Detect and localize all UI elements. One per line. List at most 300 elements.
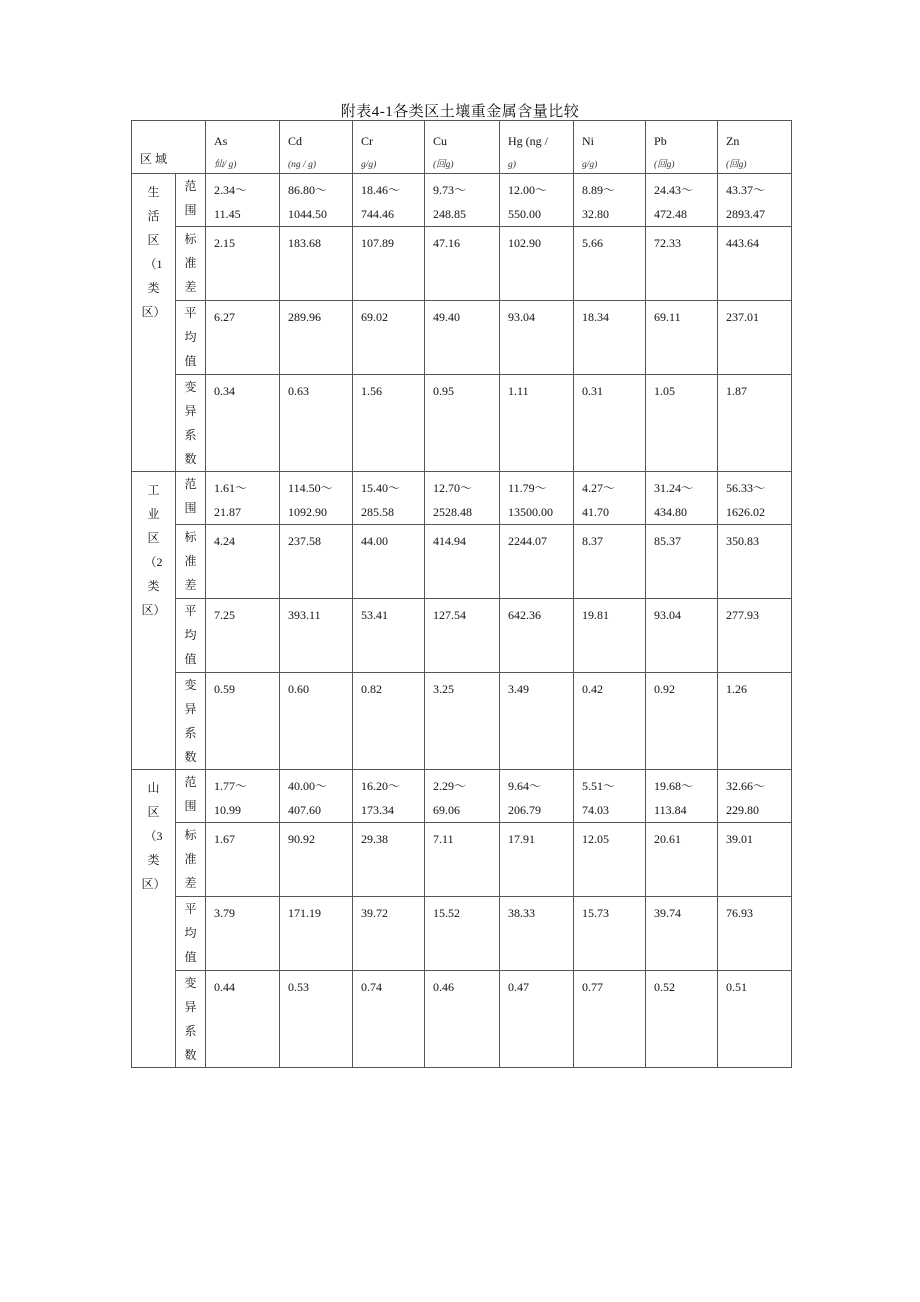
value-cell — [425, 673, 500, 770]
value-cell — [280, 770, 353, 823]
value-cell — [646, 971, 718, 1068]
cell-value: 0.92 — [654, 682, 676, 696]
range-part: 2528.48 — [433, 505, 473, 519]
value-cell — [574, 971, 646, 1068]
header-row — [132, 121, 792, 174]
stat-label-char: 值 — [184, 950, 197, 964]
value-cell — [646, 472, 718, 525]
zone-label-line: （3 — [144, 829, 163, 843]
value-cell — [646, 823, 718, 897]
range-part: 1092.90 — [288, 505, 328, 519]
cell-value: 3.49 — [508, 682, 530, 696]
value-cell — [280, 375, 353, 472]
element-unit: (回g) — [654, 160, 675, 170]
zone-label-line: 类 — [147, 853, 160, 867]
range-part: 12.00〜 — [508, 183, 548, 197]
range-part: 9.73〜 — [433, 183, 467, 197]
element-unit: g) — [508, 160, 516, 170]
cell-value: 72.33 — [654, 236, 682, 250]
element-header-cell — [646, 121, 718, 174]
value-cell — [646, 770, 718, 823]
value-cell — [574, 375, 646, 472]
value-cell — [500, 174, 574, 227]
element-name: Ni — [582, 134, 595, 148]
cell-value: 0.44 — [214, 980, 236, 994]
stat-label-cell — [176, 770, 206, 823]
value-cell — [280, 823, 353, 897]
value-cell — [280, 174, 353, 227]
stat-label-char: 范 — [184, 775, 197, 789]
value-cell — [646, 301, 718, 375]
value-cell — [425, 823, 500, 897]
cell-value: 53.41 — [361, 608, 389, 622]
stat-label-char: 准 — [184, 852, 197, 866]
cell-value: 0.77 — [582, 980, 604, 994]
cell-value: 7.11 — [433, 832, 454, 846]
value-cell — [206, 301, 280, 375]
zone-label-line: 区 — [147, 805, 160, 819]
cell-value: 102.90 — [508, 236, 542, 250]
range-part: 11.45 — [214, 207, 241, 221]
zone-label-line: 区 — [147, 531, 160, 545]
value-cell — [353, 525, 425, 599]
table-row — [132, 897, 792, 971]
stat-label-char: 标 — [184, 232, 197, 246]
cell-value: 85.37 — [654, 534, 682, 548]
value-cell — [574, 227, 646, 301]
value-cell — [353, 174, 425, 227]
region-label: 区 域 — [140, 152, 168, 166]
stat-label-char: 均 — [184, 926, 197, 940]
range-part: 434.80 — [654, 505, 688, 519]
stat-label-char: 变 — [184, 678, 197, 692]
value-cell — [574, 770, 646, 823]
element-header-cell — [353, 121, 425, 174]
stat-label-char: 变 — [184, 380, 197, 394]
stat-label-char: 准 — [184, 256, 197, 270]
stat-label-char: 数 — [184, 750, 197, 764]
value-cell — [718, 673, 792, 770]
range-part: 56.33〜 — [726, 481, 766, 495]
range-part: 550.00 — [508, 207, 542, 221]
stat-label-char: 均 — [184, 628, 197, 642]
value-cell — [353, 599, 425, 673]
value-cell — [646, 174, 718, 227]
stat-label-char: 变 — [184, 976, 197, 990]
zone-label-line: 区） — [141, 305, 166, 319]
stat-label-char: 数 — [184, 1048, 197, 1062]
cell-value: 1.26 — [726, 682, 748, 696]
value-cell — [425, 174, 500, 227]
value-cell — [425, 599, 500, 673]
value-cell — [718, 301, 792, 375]
value-cell — [280, 301, 353, 375]
element-name: As — [214, 134, 228, 148]
range-part: 472.48 — [654, 207, 688, 221]
element-header-cell — [280, 121, 353, 174]
cell-value: 0.46 — [433, 980, 455, 994]
range-part: 173.34 — [361, 803, 395, 817]
value-cell — [574, 472, 646, 525]
range-part: 41.70 — [582, 505, 610, 519]
zone-label-line: 类 — [147, 579, 160, 593]
stat-label-cell — [176, 227, 206, 301]
value-cell — [206, 897, 280, 971]
value-cell — [280, 227, 353, 301]
range-part: 32.66〜 — [726, 779, 766, 793]
table-row — [132, 472, 792, 525]
value-cell — [425, 525, 500, 599]
range-part: 8.89〜 — [582, 183, 616, 197]
zone-label-line: 活 — [147, 209, 160, 223]
cell-value: 39.72 — [361, 906, 389, 920]
value-cell — [206, 971, 280, 1068]
cell-value: 76.93 — [726, 906, 754, 920]
element-name: Cu — [433, 134, 448, 148]
element-header-cell — [500, 121, 574, 174]
cell-value: 393.11 — [288, 608, 321, 622]
element-unit: g/g) — [582, 160, 598, 170]
value-cell — [718, 472, 792, 525]
range-part: 4.27〜 — [582, 481, 616, 495]
stat-label-char: 标 — [184, 828, 197, 842]
zone-label-line: 业 — [147, 507, 160, 521]
value-cell — [425, 227, 500, 301]
cell-value: 93.04 — [654, 608, 682, 622]
cell-value: 289.96 — [288, 310, 322, 324]
value-cell — [353, 971, 425, 1068]
cell-value: 237.01 — [726, 310, 760, 324]
stat-label-char: 差 — [184, 578, 197, 592]
range-part: 86.80〜 — [288, 183, 328, 197]
cell-value: 0.59 — [214, 682, 236, 696]
stat-label-char: 系 — [184, 428, 197, 442]
cell-value: 642.36 — [508, 608, 542, 622]
range-part: 40.00〜 — [288, 779, 328, 793]
range-part: 1626.02 — [726, 505, 766, 519]
stat-label-char: 差 — [184, 280, 197, 294]
cell-value: 69.11 — [654, 310, 681, 324]
table-row — [132, 375, 792, 472]
cell-value: 350.83 — [726, 534, 760, 548]
zone-label-line: 区） — [141, 603, 166, 617]
stat-label-char: 围 — [184, 203, 197, 217]
value-cell — [500, 599, 574, 673]
heavy-metal-table — [131, 120, 792, 1068]
value-cell — [574, 897, 646, 971]
cell-value: 7.25 — [214, 608, 236, 622]
cell-value: 2.15 — [214, 236, 236, 250]
cell-value: 90.92 — [288, 832, 316, 846]
cell-value: 3.79 — [214, 906, 236, 920]
value-cell — [206, 823, 280, 897]
range-part: 2.29〜 — [433, 779, 467, 793]
range-part: 9.64〜 — [508, 779, 542, 793]
cell-value: 39.74 — [654, 906, 682, 920]
range-part: 31.24〜 — [654, 481, 694, 495]
cell-value: 3.25 — [433, 682, 455, 696]
value-cell — [425, 375, 500, 472]
value-cell — [718, 599, 792, 673]
stat-label-char: 准 — [184, 554, 197, 568]
value-cell — [500, 472, 574, 525]
stat-label-cell — [176, 971, 206, 1068]
table-row — [132, 525, 792, 599]
value-cell — [280, 897, 353, 971]
range-part: 32.80 — [582, 207, 610, 221]
stat-label-cell — [176, 599, 206, 673]
value-cell — [646, 599, 718, 673]
range-part: 15.40〜 — [361, 481, 401, 495]
cell-value: 93.04 — [508, 310, 536, 324]
cell-value: 1.11 — [508, 384, 529, 398]
value-cell — [718, 375, 792, 472]
value-cell — [500, 673, 574, 770]
stat-label-char: 异 — [184, 1000, 197, 1014]
value-cell — [718, 770, 792, 823]
range-part: 21.87 — [214, 505, 242, 519]
cell-value: 443.64 — [726, 236, 760, 250]
table-title: 附表4-1各类区土壤重金属含量比较 — [340, 104, 580, 120]
cell-value: 0.95 — [433, 384, 455, 398]
range-part: 2893.47 — [726, 207, 766, 221]
stat-label-char: 值 — [184, 354, 197, 368]
range-part: 19.68〜 — [654, 779, 694, 793]
cell-value: 5.66 — [582, 236, 604, 250]
value-cell — [206, 525, 280, 599]
element-name: Pb — [654, 134, 667, 148]
range-part: 12.70〜 — [433, 481, 473, 495]
range-part: 206.79 — [508, 803, 542, 817]
cell-value: 6.27 — [214, 310, 236, 324]
table-row — [132, 301, 792, 375]
range-part: 5.51〜 — [582, 779, 616, 793]
cell-value: 0.47 — [508, 980, 530, 994]
cell-value: 39.01 — [726, 832, 754, 846]
cell-value: 0.31 — [582, 384, 604, 398]
value-cell — [500, 897, 574, 971]
stat-label-char: 平 — [184, 306, 197, 320]
cell-value: 0.53 — [288, 980, 310, 994]
table-row — [132, 971, 792, 1068]
range-part: 18.46〜 — [361, 183, 401, 197]
cell-value: 277.93 — [726, 608, 760, 622]
value-cell — [353, 673, 425, 770]
value-cell — [280, 599, 353, 673]
zone-label-line: 生 — [147, 185, 160, 199]
element-unit: g/g) — [361, 160, 377, 170]
range-part: 69.06 — [433, 803, 461, 817]
value-cell — [574, 174, 646, 227]
value-cell — [500, 227, 574, 301]
value-cell — [353, 823, 425, 897]
range-part: 43.37〜 — [726, 183, 766, 197]
cell-value: 237.58 — [288, 534, 322, 548]
value-cell — [206, 770, 280, 823]
element-header-cell — [718, 121, 792, 174]
table-row — [132, 770, 792, 823]
cell-value: 44.00 — [361, 534, 389, 548]
value-cell — [280, 673, 353, 770]
value-cell — [206, 472, 280, 525]
cell-value: 38.33 — [508, 906, 536, 920]
element-header-cell — [425, 121, 500, 174]
value-cell — [500, 301, 574, 375]
cell-value: 0.60 — [288, 682, 310, 696]
zone-label-cell — [132, 174, 176, 472]
cell-value: 183.68 — [288, 236, 322, 250]
value-cell — [500, 525, 574, 599]
cell-value: 15.73 — [582, 906, 610, 920]
value-cell — [280, 971, 353, 1068]
value-cell — [574, 525, 646, 599]
stat-label-char: 范 — [184, 179, 197, 193]
value-cell — [718, 897, 792, 971]
value-cell — [206, 673, 280, 770]
range-part: 744.46 — [361, 207, 395, 221]
cell-value: 0.34 — [214, 384, 236, 398]
element-name: Cd — [288, 134, 303, 148]
range-part: 11.79〜 — [508, 481, 547, 495]
value-cell — [353, 897, 425, 971]
value-cell — [353, 770, 425, 823]
element-name: Cr — [361, 134, 374, 148]
zone-label-line: （1 — [144, 257, 163, 271]
cell-value: 0.63 — [288, 384, 310, 398]
range-part: 13500.00 — [508, 505, 554, 519]
cell-value: 171.19 — [288, 906, 322, 920]
stat-label-char: 标 — [184, 530, 197, 544]
zone-label-line: 工 — [147, 483, 160, 497]
cell-value: 8.37 — [582, 534, 604, 548]
cell-value: 0.74 — [361, 980, 383, 994]
stat-label-char: 平 — [184, 902, 197, 916]
value-cell — [718, 227, 792, 301]
zone-label-line: 类 — [147, 281, 160, 295]
stat-label-char: 值 — [184, 652, 197, 666]
range-part: 74.03 — [582, 803, 610, 817]
range-part: 113.84 — [654, 803, 687, 817]
cell-value: 2244.07 — [508, 534, 548, 548]
stat-label-char: 围 — [184, 799, 197, 813]
element-name: Hg (ng / — [508, 134, 549, 148]
cell-value: 1.05 — [654, 384, 676, 398]
value-cell — [353, 227, 425, 301]
value-cell — [206, 174, 280, 227]
table-row — [132, 174, 792, 227]
value-cell — [574, 823, 646, 897]
stat-label-cell — [176, 375, 206, 472]
value-cell — [646, 375, 718, 472]
region-header-cell — [132, 121, 206, 174]
stat-label-cell — [176, 301, 206, 375]
cell-value: 4.24 — [214, 534, 236, 548]
value-cell — [574, 673, 646, 770]
range-part: 16.20〜 — [361, 779, 401, 793]
value-cell — [425, 971, 500, 1068]
zone-label-line: 区 — [147, 233, 160, 247]
stat-label-char: 异 — [184, 702, 197, 716]
stat-label-cell — [176, 472, 206, 525]
element-name: Zn — [726, 134, 740, 148]
range-part: 1.61〜 — [214, 481, 248, 495]
value-cell — [718, 174, 792, 227]
element-unit: (ng / g) — [288, 160, 316, 170]
cell-value: 414.94 — [433, 534, 467, 548]
zone-label-cell — [132, 770, 176, 1068]
value-cell — [280, 525, 353, 599]
cell-value: 0.82 — [361, 682, 383, 696]
element-unit: (回g) — [726, 160, 747, 170]
value-cell — [353, 472, 425, 525]
value-cell — [574, 301, 646, 375]
zone-label-line: （2 — [144, 555, 163, 569]
stat-label-char: 围 — [184, 501, 197, 515]
value-cell — [206, 599, 280, 673]
element-header-cell — [206, 121, 280, 174]
value-cell — [500, 823, 574, 897]
value-cell — [500, 971, 574, 1068]
value-cell — [425, 472, 500, 525]
range-part: 248.85 — [433, 207, 467, 221]
range-part: 1044.50 — [288, 207, 328, 221]
range-part: 24.43〜 — [654, 183, 694, 197]
value-cell — [500, 770, 574, 823]
value-cell — [206, 375, 280, 472]
stat-label-char: 差 — [184, 876, 197, 890]
table-row — [132, 227, 792, 301]
range-part: 2.34〜 — [214, 183, 248, 197]
cell-value: 15.52 — [433, 906, 461, 920]
cell-value: 17.91 — [508, 832, 536, 846]
value-cell — [425, 770, 500, 823]
range-part: 407.60 — [288, 803, 322, 817]
cell-value: 0.51 — [726, 980, 748, 994]
value-cell — [646, 897, 718, 971]
cell-value: 1.67 — [214, 832, 236, 846]
value-cell — [718, 971, 792, 1068]
cell-value: 29.38 — [361, 832, 389, 846]
value-cell — [574, 599, 646, 673]
value-cell — [718, 823, 792, 897]
stat-label-char: 范 — [184, 477, 197, 491]
value-cell — [425, 897, 500, 971]
stat-label-char: 数 — [184, 452, 197, 466]
cell-value: 49.40 — [433, 310, 461, 324]
value-cell — [425, 301, 500, 375]
stat-label-char: 异 — [184, 404, 197, 418]
element-header-cell — [574, 121, 646, 174]
stat-label-char: 系 — [184, 1024, 197, 1038]
value-cell — [718, 525, 792, 599]
range-part: 114.50〜 — [288, 481, 333, 495]
value-cell — [353, 301, 425, 375]
cell-value: 1.56 — [361, 384, 383, 398]
table-row — [132, 823, 792, 897]
value-cell — [280, 472, 353, 525]
value-cell — [646, 227, 718, 301]
cell-value: 12.05 — [582, 832, 610, 846]
cell-value: 0.52 — [654, 980, 676, 994]
cell-value: 1.87 — [726, 384, 748, 398]
stat-label-char: 系 — [184, 726, 197, 740]
stat-label-cell — [176, 823, 206, 897]
stat-label-cell — [176, 897, 206, 971]
zone-label-line: 山 — [147, 781, 160, 795]
cell-value: 69.02 — [361, 310, 389, 324]
value-cell — [500, 375, 574, 472]
stat-label-char: 均 — [184, 330, 197, 344]
